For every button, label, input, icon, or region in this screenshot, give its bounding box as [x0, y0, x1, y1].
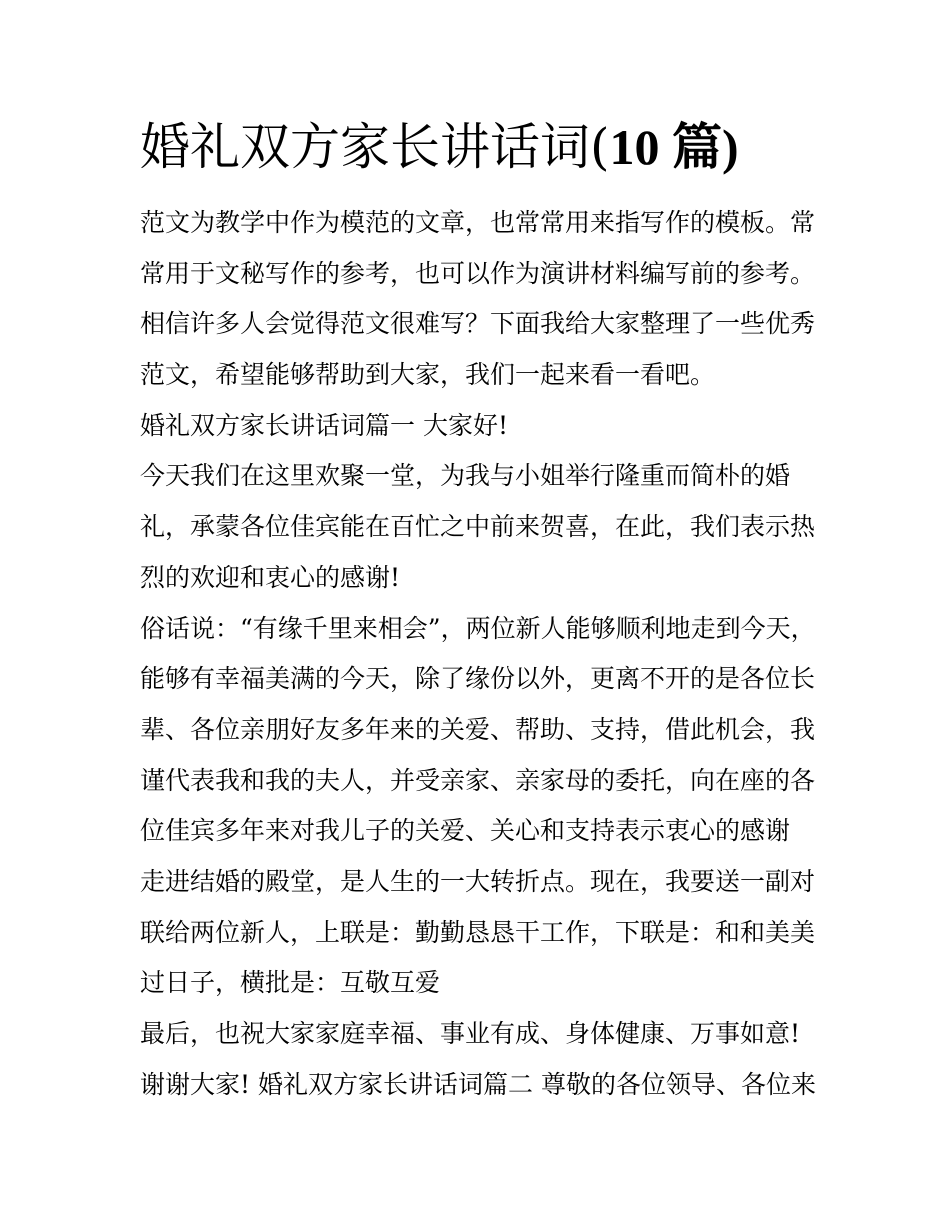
title-tail: 篇): [659, 119, 739, 175]
body-line-14: 走进结婚的殿堂，是人生的一大转折点。现在，我要送一副对: [140, 866, 816, 896]
title-main: 婚礼双方家长讲话词(: [140, 118, 610, 176]
body-line-5: 婚礼双方家长讲话词篇一 大家好!: [140, 410, 508, 440]
body-line-3: 相信许多人会觉得范文很难写？下面我给大家整理了一些优秀: [140, 309, 816, 339]
body-line-6: 今天我们在这里欢聚一堂，为我与小姐举行隆重而简朴的婚: [140, 461, 791, 491]
body-line-12: 谨代表我和我的夫人，并受亲家、亲家母的委托，向在座的各: [140, 765, 816, 795]
document-body: [140, 198, 820, 1110]
body-line-13: 位佳宾多年来对我儿子的关爱、关心和支持表示衷心的感谢: [140, 816, 791, 846]
body-line-9: 俗话说：“有缘千里来相会”，两位新人能够顺利地走到今天，: [140, 613, 816, 643]
body-line-8: 烈的欢迎和衷心的感谢!: [140, 562, 401, 592]
title-number: 10: [609, 119, 660, 175]
body-line-10: 能够有幸福美满的今天，除了缘份以外，更离不开的是各位长: [140, 664, 816, 694]
document-title: [140, 112, 739, 182]
body-line-18: 谢谢大家! 婚礼双方家长讲话词篇二 尊敬的各位领导、各位来: [140, 1069, 816, 1099]
body-line-2: 常用于文秘写作的参考，也可以作为演讲材料编写前的参考。: [140, 258, 816, 288]
body-line-7: 礼，承蒙各位佳宾能在百忙之中前来贺喜，在此，我们表示热: [140, 512, 816, 542]
body-line-17: 最后，也祝大家家庭幸福、事业有成、身体健康、万事如意!: [140, 1019, 801, 1048]
body-line-16: 过日子，横批是：互敬互爱: [140, 968, 441, 998]
body-line-1: 范文为教学中作为模范的文章，也常常用来指写作的模板。常: [140, 208, 816, 237]
body-line-15: 联给两位新人，上联是：勤勤恳恳干工作，下联是：和和美美: [140, 917, 816, 947]
body-line-11: 辈、各位亲朋好友多年来的关爱、帮助、支持，借此机会，我: [140, 714, 816, 744]
body-line-4: 范文，希望能够帮助到大家，我们一起来看一看吧。: [140, 360, 716, 390]
